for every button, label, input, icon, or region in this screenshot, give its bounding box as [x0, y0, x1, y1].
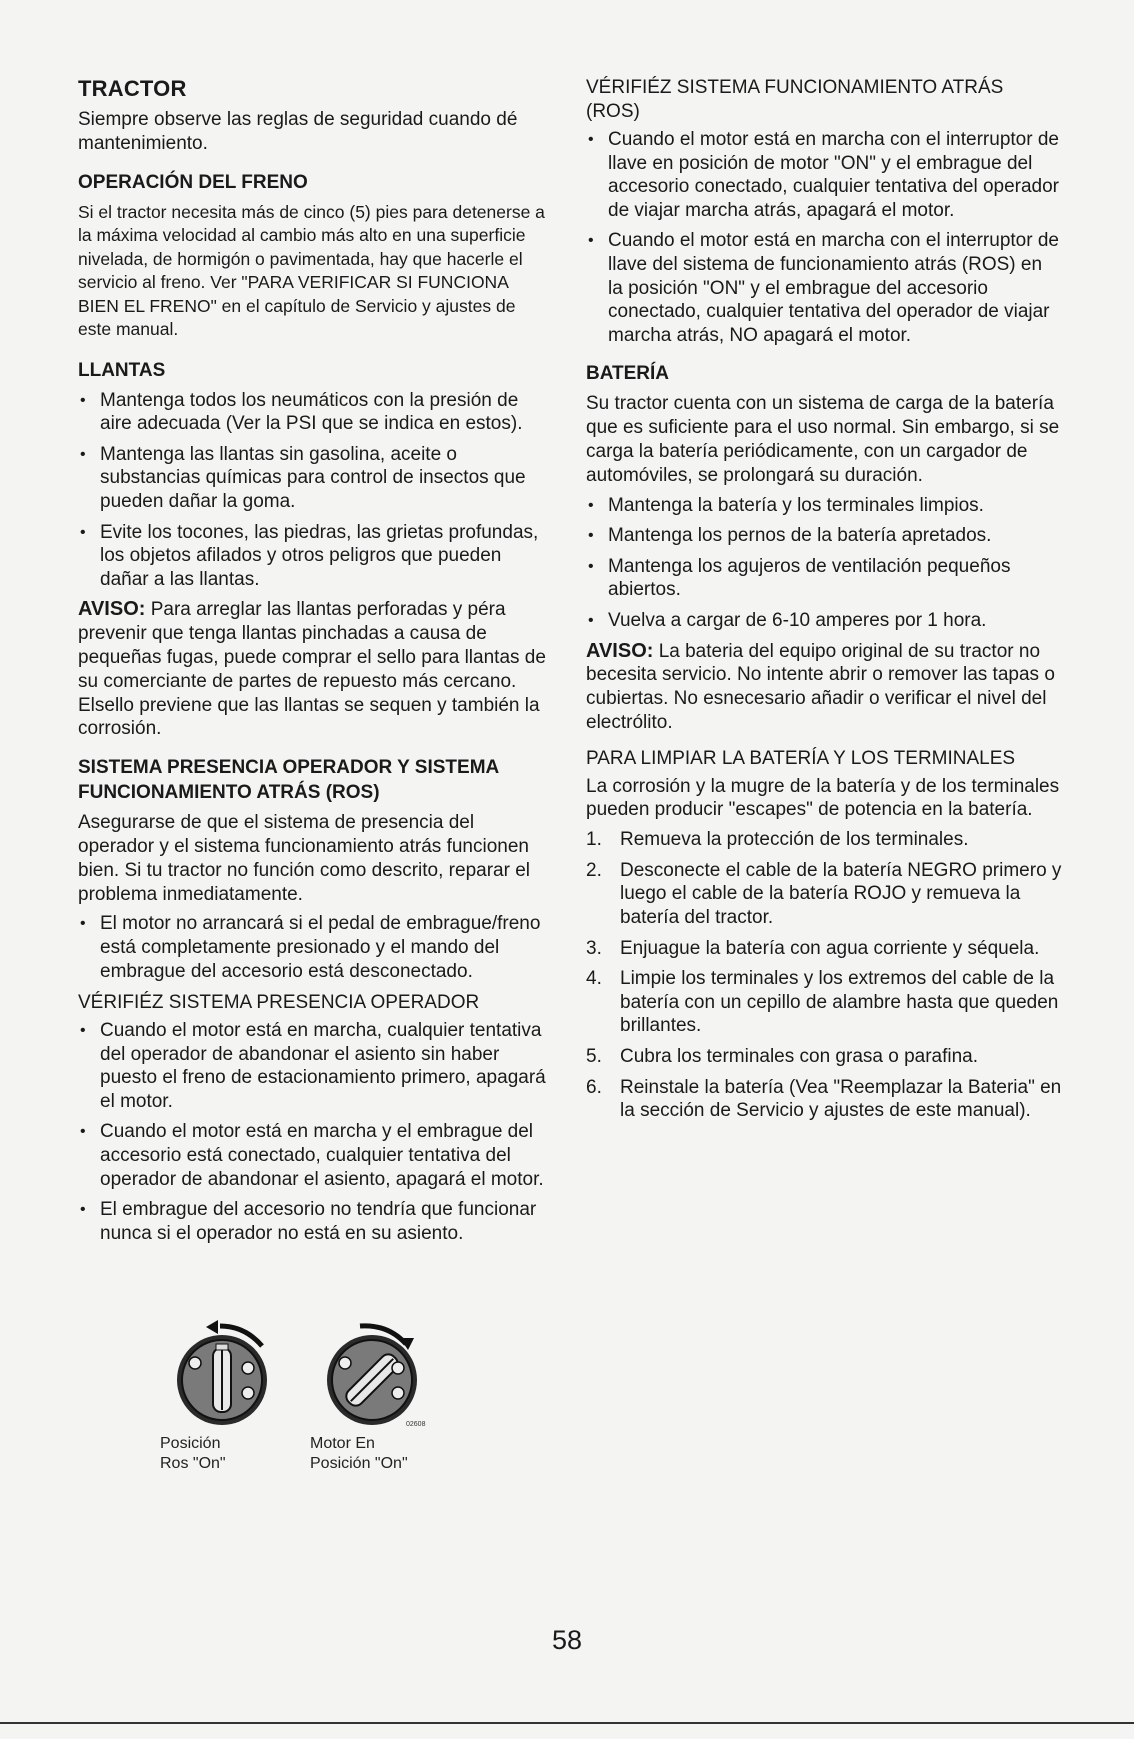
caption-line: Motor En [310, 1435, 375, 1452]
list-item: • Cuando el motor está en marcha, cualquier tentativa del operador de abandonar el asiento sin haber puesto el freno de estacionamiento primero, apagará el motor. [78, 1019, 548, 1113]
battery-note [586, 640, 1062, 735]
caption-line: Posición [160, 1435, 221, 1452]
list-item [586, 859, 1062, 930]
note-text: La bateria del equipo original de su tractor no becesita servicio. No intente abrir o remover las tapas o cubiertas. No esnecesario añadir o verificar el nivel del electrólito. [586, 640, 1055, 733]
key-switch-ros-icon [160, 1318, 290, 1428]
battery-text: Su tractor cuenta con un sistema de carga de la batería que es suficiente para el uso normal. Sin embargo, si se carga la batería periódicamente, con un cargador de automóviles, se prolongará su duración. [586, 393, 1060, 486]
step-text: Reinstale la batería (Vea "Reemplazar la Bateria" en la sección de Servicio y ajustes de este manual). [620, 1076, 1062, 1122]
figure-code: 02608 [406, 1421, 426, 1428]
right-column [586, 76, 1062, 1130]
note-text: Para arreglar las llantas perforadas y péra prevenir que tenga llantas pinchadas a causa de pequeñas fugas, puede comprar el sello para llantas de su comerciante de partes de repuesto más cercano. Elsello previene que las llantas se sequen y también la corrosión. [78, 599, 546, 740]
list-item [586, 967, 1062, 1038]
list-item: • Mantenga la batería y los terminales limpios. [586, 494, 1062, 518]
step-text: Cubra los terminales con grasa o parafina. [620, 1046, 979, 1068]
key-switch-figures [160, 1318, 500, 1472]
brake-text: Si el tractor necesita más de cinco (5) pies para detenerse a la máxima velocidad al cambio más alto en una superficie nivelada, de hormigón o pavimentada, hay que hacerle el servicio al freno. Ver "PARA VERIFICAR SI FUNCIONA BIEN EL FRENO" en el capítulo de Servicio y ajustes de este manual. [78, 201, 545, 340]
verify-presence-list [78, 1019, 548, 1245]
tires-list [78, 389, 548, 592]
list-item: • Mantenga las llantas sin gasolina, aceite o substancias químicas para control de insectos que pueden dañar la goma. [78, 443, 548, 514]
bottom-rule [0, 1722, 1134, 1724]
list-item: • El embrague del accesorio no tendría que funcionar nunca si el operador no está en su asiento. [78, 1198, 548, 1245]
figure-engine-on [310, 1318, 440, 1474]
list-item: • Cuando el motor está en marcha con el interruptor de llave del sistema de funcionamiento atrás (ROS) en la posición "ON" y el embrague del accesorio conectado, cualquier tentativa del operador de viajar marcha atrás, NO apagará el motor. [586, 229, 1062, 347]
left-column [78, 76, 548, 1252]
list-item: • Evite los tocones, las piedras, las grietas profundas, los objetos afilados y otros peligros que pueden dañar a las llantas. [78, 521, 548, 592]
figure-caption [310, 1434, 440, 1474]
list-item [586, 1076, 1062, 1123]
list-item [586, 1045, 1062, 1069]
system-heading: SISTEMA PRESENCIA OPERADOR Y SISTEMA FUNCIONAMIENTO ATRÁS (ROS) [78, 757, 499, 804]
battery-heading: BATERÍA [586, 363, 670, 385]
step-number: 1. [586, 829, 602, 851]
step-number: 2. [586, 859, 602, 881]
key-switch-engine-on-icon [310, 1318, 440, 1428]
battery-list [586, 494, 1062, 633]
note-label: AVISO: [78, 598, 146, 621]
caption-line: Posición "On" [310, 1455, 408, 1472]
list-item: • El motor no arrancará si el pedal de embrague/freno está completamente presionado y el mando del embrague del accesorio está desconectado. [78, 912, 548, 983]
list-item [586, 828, 1062, 852]
step-number: 3. [586, 937, 602, 959]
step-number: 6. [586, 1076, 602, 1098]
tires-heading: LLANTAS [78, 359, 166, 381]
figure-caption [160, 1434, 290, 1474]
note-label: AVISO: [586, 639, 654, 662]
tractor-text: Siempre observe las reglas de seguridad cuando dé mantenimiento. [78, 109, 518, 154]
step-number: 4. [586, 968, 602, 990]
clean-heading: PARA LIMPIAR LA BATERÍA Y LOS TERMINALES [586, 747, 1016, 769]
list-item: • Mantenga todos los neumáticos con la presión de aire adecuada (Ver la PSI que se indica en estos). [78, 389, 548, 436]
tractor-heading: TRACTOR [78, 76, 187, 101]
list-item: • Cuando el motor está en marcha y el embrague del accesorio está conectado, cualquier tentativa del operador de abandonar el asiento, apagará el motor. [78, 1120, 548, 1191]
system-text: Asegurarse de que el sistema de presencia del operador y el sistema funcionamiento atrás funcionen bien. Si tu tractor no función como descrito, reparar el problema inmediatamente. [78, 812, 531, 905]
step-number: 5. [586, 1046, 602, 1068]
step-text: Desconecte el cable de la batería NEGRO primero y luego el cable de la batería ROJO y remueva la batería del tractor. [620, 859, 1062, 929]
list-item: • Cuando el motor está en marcha con el interruptor de llave en posición de motor "ON" y el embrague del accesorio conectado, cualquier tentativa del operador de viajar marcha atrás, apagará el motor. [586, 128, 1062, 222]
system-list [78, 912, 548, 983]
clean-text: La corrosión y la mugre de la batería y de los terminales pueden producir "escapes" de potencia en la batería. [586, 775, 1060, 821]
caption-line: Ros "On" [160, 1455, 226, 1472]
list-item: • Vuelva a cargar de 6-10 amperes por 1 hora. [586, 609, 1062, 633]
step-text: Limpie los terminales y los extremos del cable de la batería con un cepillo de alambre hasta que queden brillantes. [620, 968, 1059, 1037]
list-item: • Mantenga los pernos de la batería apretados. [586, 524, 1062, 548]
verify-ros-list [586, 128, 1062, 347]
list-item [586, 937, 1062, 961]
brake-heading: OPERACIÓN DEL FRENO [78, 171, 308, 193]
tires-note [78, 598, 548, 741]
step-text: Enjuague la batería con agua corriente y séquela. [620, 937, 1040, 959]
verify-ros-heading: VÉRIFIÉZ SISTEMA FUNCIONAMIENTO ATRÁS (ROS) [586, 77, 1004, 122]
figure-ros-on [160, 1318, 290, 1474]
list-item: • Mantenga los agujeros de ventilación pequeños abiertos. [586, 555, 1062, 602]
page-number: 58 [551, 1625, 583, 1655]
verify-presence-heading: VÉRIFIÉZ SISTEMA PRESENCIA OPERADOR [78, 992, 480, 1014]
clean-steps-list [586, 828, 1062, 1123]
step-text: Remueva la protección de los terminales. [620, 829, 969, 851]
